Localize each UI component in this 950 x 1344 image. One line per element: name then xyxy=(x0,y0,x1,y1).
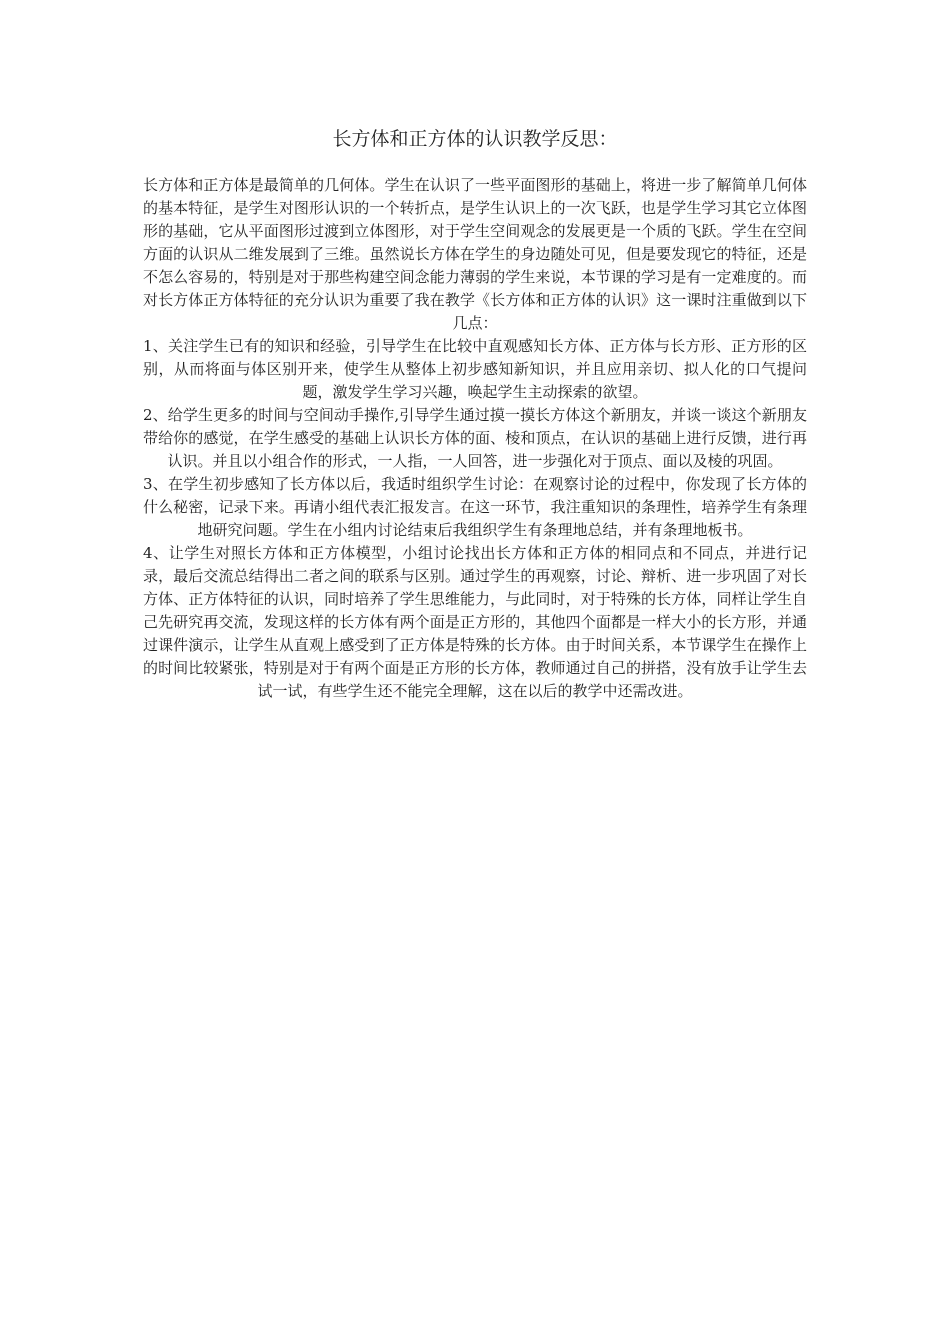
intro-paragraph: 长方体和正方体是最简单的几何体。学生在认识了一些平面图形的基础上，将进一步了解简单几何体的基本特征，是学生对图形认识的一个转折点，是学生认识上的一次飞跃，也是学生学习其它立体图形的基础，它从平面图形过渡到立体图形，对于学生空间观念的发展更是一个质的飞跃。学生在空间方面的认识从二维发展到了三维。虽然说长方体在学生的身边随处可见，但是要发现它的特征，还是不怎么容易的，特别是对于那些构建空间念能力薄弱的学生来说，本节课的学习是有一定难度的。而对长方体正方体特征的充分认识为重要了我在教学《长方体和正方体的认识》这一课时注重做到以下几点： xyxy=(143,176,807,332)
document-body xyxy=(143,174,807,703)
point-2-paragraph: 2、给学生更多的时间与空间动手操作,引导学生通过摸一摸长方体这个新朋友，并谈一谈这个新朋友带给你的感觉，在学生感受的基础上认识长方体的面、棱和顶点，在认识的基础上进行反馈，进行再认识。并且以小组合作的形式，一人指，一人回答，进一步强化对于顶点、面以及棱的巩固。 xyxy=(143,406,807,470)
point-3-paragraph: 3、在学生初步感知了长方体以后，我适时组织学生讨论：在观察讨论的过程中，你发现了长方体的什么秘密，记录下来。再请小组代表汇报发言。在这一环节，我注重知识的条理性，培养学生有条理地研究问题。学生在小组内讨论结束后我组织学生有条理地总结，并有条理地板书。 xyxy=(143,475,807,539)
point-1-paragraph: 1、关注学生已有的知识和经验，引导学生在比较中直观感知长方体、正方体与长方形、正方形的区别，从而将面与体区别开来，使学生从整体上初步感知新知识，并且应用亲切、拟人化的口气提问题，激发学生学习兴趣，唤起学生主动探索的欲望。 xyxy=(143,337,807,401)
point-4-paragraph: 4、让学生对照长方体和正方体模型，小组讨论找出长方体和正方体的相同点和不同点，并进行记录，最后交流总结得出二者之间的联系与区别。通过学生的再观察，讨论、辩析、进一步巩固了对长方体、正方体特征的认识，同时培养了学生思维能力，与此同时，对于特殊的长方体，同样让学生自己先研究再交流，发现这样的长方体有两个面是正方形的，其他四个面都是一样大小的长方形，并通过课件演示，让学生从直观上感受到了正方体是特殊的长方体。由于时间关系，本节课学生在操作上的时间比较紧张，特别是对于有两个面是正方形的长方体，教师通过自己的拼搭，没有放手让学生去试一试，有些学生还不能完全理解，这在以后的教学中还需改进。 xyxy=(143,544,807,700)
document-title: 长方体和正方体的认识教学反思： xyxy=(332,128,618,150)
